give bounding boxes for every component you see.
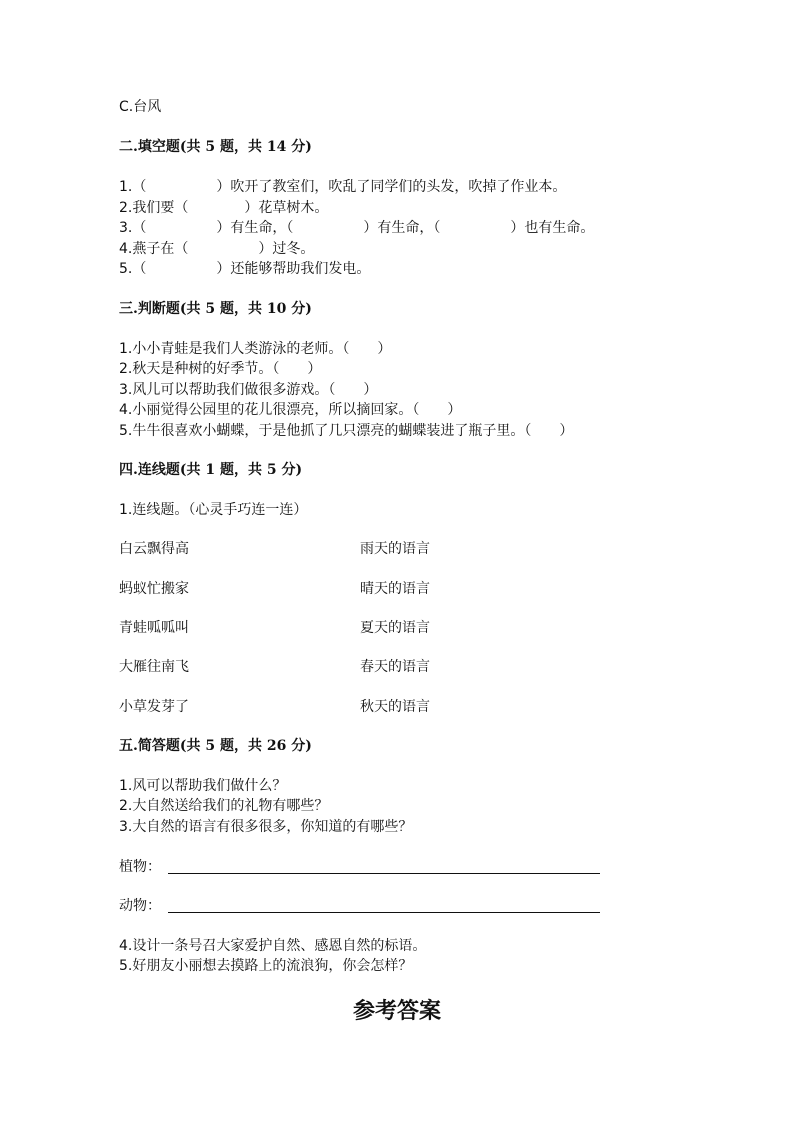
section3-heading: 三.判断题(共 5 题，共 10 分) [119,301,312,317]
section3-item-1: 1.小小青蛙是我们人类游泳的老师。（ ） [119,341,392,357]
section2-item-3: 3.（ ）有生命，（ ）有生命，（ ）也有生命。 [119,220,595,236]
match-right-1: 雨天的语言 [360,541,430,557]
section5-item-3: 3.大自然的语言有很多很多，你知道的有哪些？ [119,819,413,835]
section5-item-4: 4.设计一条号召大家爱护自然、感恩自然的标语。 [119,938,427,954]
match-left-2: 蚂蚁忙搬家 [119,581,189,597]
match-left-4: 大雁往南飞 [119,659,189,675]
section2-item-4: 4.燕子在（ ）过冬。 [119,241,315,257]
match-right-4: 春天的语言 [360,659,430,675]
section4-heading: 四.连线题(共 1 题，共 5 分) [119,462,303,478]
section2-item-1: 1.（ ）吹开了教室们，吹乱了同学们的头发，吹掉了作业本。 [119,179,567,195]
plant-label: 植物： [119,859,161,875]
section2-item-5: 5.（ ）还能够帮助我们发电。 [119,261,371,277]
section5-heading: 五.简答题(共 5 题，共 26 分) [119,738,312,754]
answer-title: 参考答案 [352,998,441,1024]
match-right-3: 夏天的语言 [360,620,430,636]
match-right-2: 晴天的语言 [360,581,430,597]
section5-item-1: 1.风可以帮助我们做什么？ [119,778,287,794]
section3-item-5: 5.牛牛很喜欢小蝴蝶，于是他抓了几只漂亮的蝴蝶装进了瓶子里。（ ） [119,423,574,439]
top-option: C.台风 [119,99,162,115]
match-left-5: 小草发芽了 [119,699,189,715]
section5-item-5: 5.好朋友小丽想去摸路上的流浪狗，你会怎样？ [119,958,413,974]
animal-label: 动物： [119,898,161,914]
match-right-5: 秋天的语言 [360,699,430,715]
section4-question: 1.连线题。（心灵手巧连一连） [119,502,308,518]
section3-item-4: 4.小丽觉得公园里的花儿很漂亮，所以摘回家。（ ） [119,402,462,418]
plant-answer-line[interactable] [168,873,600,874]
match-left-1: 白云飘得高 [119,541,189,557]
section3-item-2: 2.秋天是种树的好季节。（ ） [119,361,322,377]
match-left-3: 青蛙呱呱叫 [119,620,189,636]
section2-heading: 二.填空题(共 5 题，共 14 分) [119,139,312,155]
section3-item-3: 3.风儿可以帮助我们做很多游戏。（ ） [119,382,378,398]
animal-answer-line[interactable] [168,912,600,913]
section5-item-2: 2.大自然送给我们的礼物有哪些？ [119,798,329,814]
section2-item-2: 2.我们要（ ）花草树木。 [119,200,329,216]
